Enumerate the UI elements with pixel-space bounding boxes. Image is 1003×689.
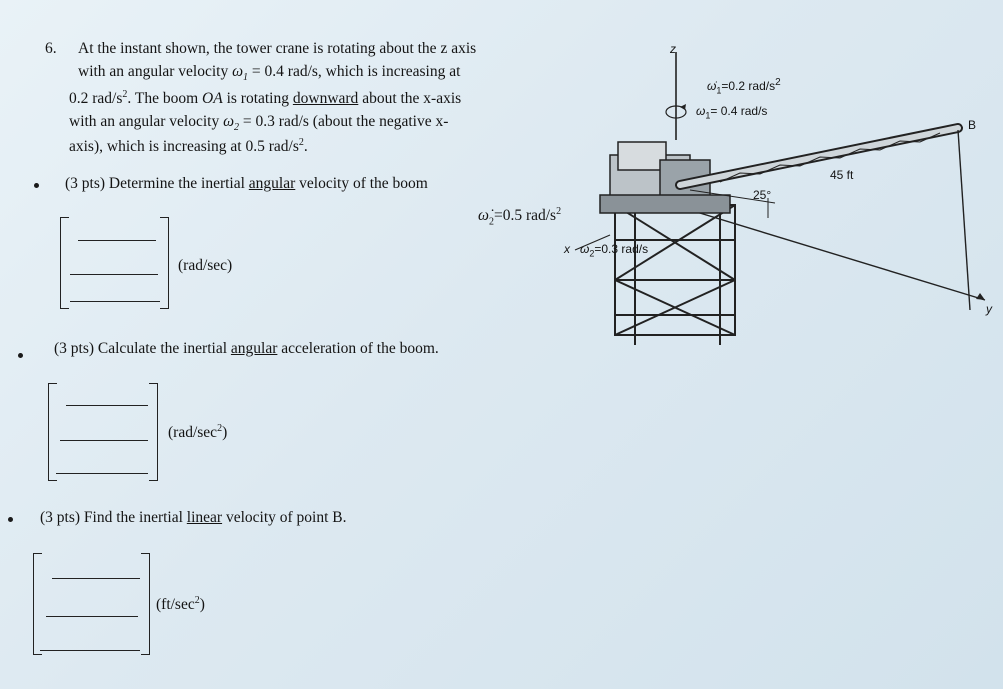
answer-2-unit: $(rad/\sec^2)$: [168, 423, 228, 442]
omega2-dot-inline: $\omegȧ_2=0.5$ rad/$s^2$: [478, 206, 562, 228]
answer-2-y-blank[interactable]: [60, 440, 148, 441]
problem-line-1: At the instant shown, the tower crane is rotating about the z axis: [78, 40, 477, 57]
answer-1-x-blank[interactable]: [78, 240, 156, 241]
problem-line-5: axis), which is increasing at 0.5 rad/$s^2$.: [69, 137, 308, 156]
arrowhead-icon: [680, 104, 686, 110]
answer-3-y-blank[interactable]: [46, 616, 138, 617]
right-bracket: [160, 217, 169, 309]
omega2-label: $\omega_2=0.3$ rad/s: [580, 242, 649, 259]
left-bracket: [60, 217, 69, 309]
boom-angle-label: 25°: [753, 188, 772, 202]
answer-3-x-blank[interactable]: [52, 578, 140, 579]
z-axis-label: z: [670, 42, 676, 56]
problem-number: 6.: [45, 40, 57, 57]
omega2-symbol: $\omega_2$: [223, 113, 240, 134]
omega1-symbol: $\omega_1$: [232, 63, 249, 84]
answer-2-z-blank[interactable]: [56, 473, 148, 474]
boom-length-label: 45 ft: [830, 168, 854, 182]
part-3-prompt: (3 pts) Find the inertial linear velocity of point B.: [40, 509, 347, 526]
cable: [958, 130, 970, 310]
problem-line-3: 0.2 rad/$s^2$. The boom OA is rotating downward about the x-axis: [69, 89, 462, 108]
left-bracket: [33, 553, 42, 655]
problem-line-2: with an angular velocity $\omega_1 = 0.4$ rad/s, which is increasing at: [78, 63, 461, 84]
right-bracket: [149, 383, 158, 481]
bullet-1: [34, 183, 39, 188]
tower-lattice: [615, 205, 735, 345]
point-B-label: B: [968, 118, 977, 132]
y-arrowhead-icon: [976, 293, 985, 300]
answer-3-unit: $(ft/\sec^2)$: [156, 595, 205, 614]
omega1-label: $\omega_1= 0.4$ rad/s: [696, 104, 768, 121]
answer-1-y-blank[interactable]: [70, 274, 158, 275]
bullet-3: [8, 517, 13, 522]
problem-line-4: with an angular velocity $\omega_2 = 0.3$ rad/s (about the negative x-: [69, 113, 449, 134]
answer-1-unit: (rad/sec): [178, 257, 233, 274]
tower-crane-figure: [540, 30, 1003, 360]
part-2-prompt: (3 pts) Calculate the inertial angular acceleration of the boom.: [54, 340, 439, 357]
y-axis-label: y: [986, 302, 992, 316]
answer-1-z-blank[interactable]: [70, 301, 160, 302]
bullet-2: [18, 353, 23, 358]
answer-3-z-blank[interactable]: [40, 650, 140, 651]
answer-2-x-blank[interactable]: [66, 405, 148, 406]
left-bracket: [48, 383, 57, 481]
right-bracket: [141, 553, 150, 655]
part-1-prompt: (3 pts) Determine the inertial angular velocity of the boom: [65, 175, 428, 192]
omega1-dot-label: $\omegȧ_1=0.2$ rad/$s^2$: [707, 77, 781, 96]
x-axis-label: x: [564, 242, 570, 256]
